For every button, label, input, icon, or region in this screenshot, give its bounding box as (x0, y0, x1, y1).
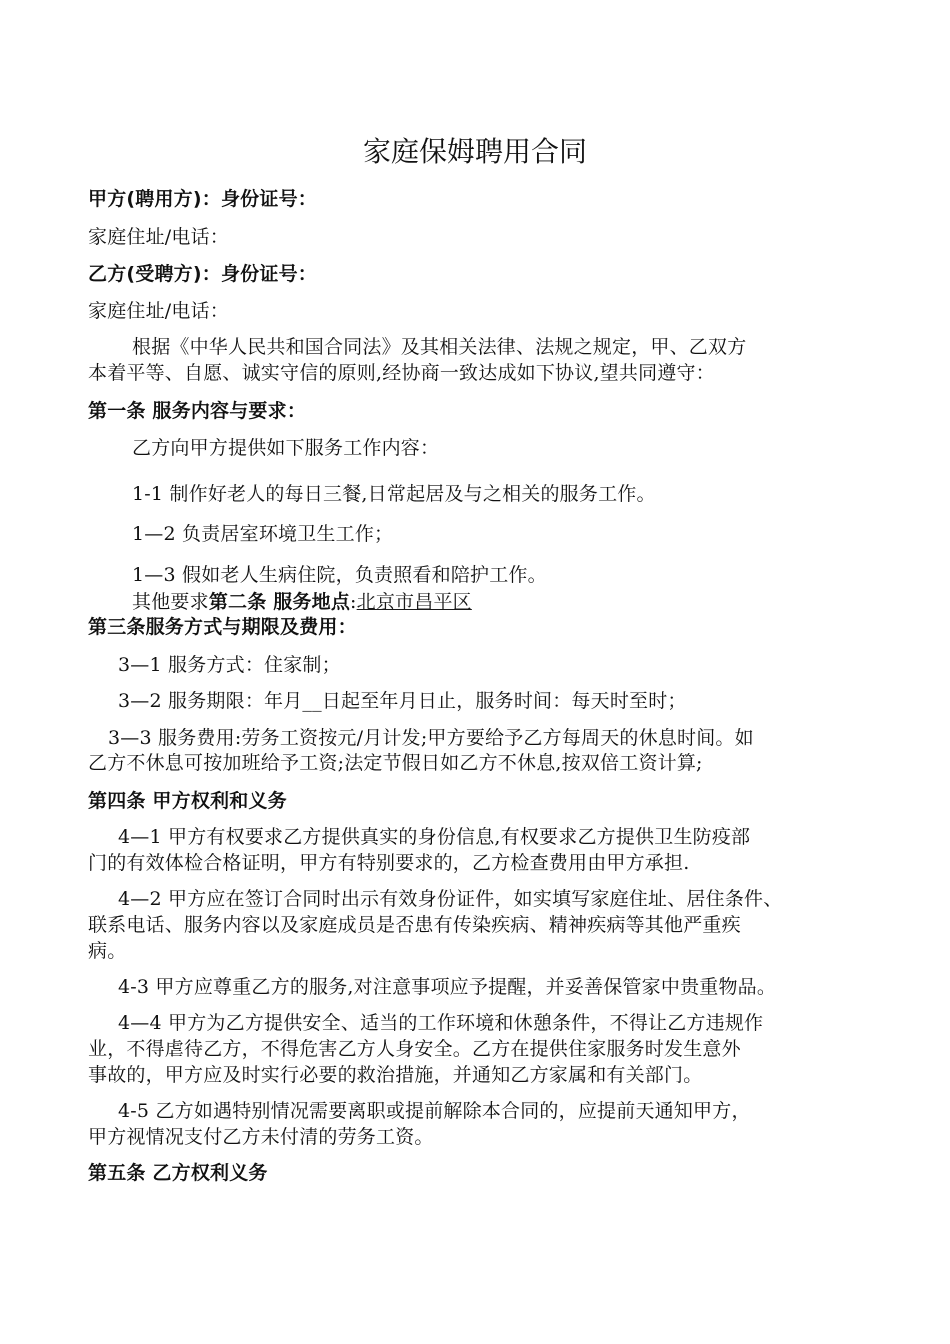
article4-p4-line-2: 业，不得虐待乙方，不得危害乙方人身安全。乙方在提供住家服务时发生意外 (88, 1038, 741, 1060)
article4-p1-line-1: 4—1 甲方有权要求乙方提供真实的身份信息,有权要求乙方提供卫生防疫部 (118, 826, 751, 848)
article3-item-1: 3—1 服务方式：住家制； (118, 654, 341, 676)
article4-p2-line-1: 4—2 甲方应在签订合同时出示有效身份证件，如实填写家庭住址、居住条件、 (118, 888, 783, 910)
article4-p4-line-3: 事故的，甲方应及时实行必要的救治措施，并通知乙方家属和有关部门。 (88, 1064, 703, 1086)
party-b-label: 乙方(受聘方)：身份证号： (88, 263, 317, 285)
article4-p3: 4-3 甲方应尊重乙方的服务,对注意事项应予提醒，并妥善保管家中贵重物品。 (118, 976, 777, 998)
article3-fee-line-2: 乙方不休息可按加班给予工资;法定节假日如乙方不休息,按双倍工资计算; (88, 752, 703, 774)
other-requirements-line (132, 589, 922, 615)
article2-heading: 第二条 服务地点 (208, 591, 351, 613)
intro-line-1: 根据《中华人民共和国合同法》及其相关法律、法规之规定，甲、乙双方 (132, 336, 747, 358)
article4-p1-line-2: 门的有效体检合格证明，甲方有特别要求的，乙方检查费用由甲方承担. (88, 852, 690, 874)
article4-p5-line-2: 甲方视情况支付乙方未付清的劳务工资。 (88, 1126, 434, 1148)
service-location-link[interactable]: 北京市昌平区 (356, 591, 472, 613)
article1-item-3: 1—3 假如老人生病住院，负责照看和陪护工作。 (132, 564, 547, 586)
document-title: 家庭保姆聘用合同 (362, 135, 587, 168)
article3-heading: 第三条服务方式与期限及费用： (88, 616, 357, 638)
article4-p4-line-1: 4—4 甲方为乙方提供安全、适当的工作环境和休憩条件，不得让乙方违规作 (118, 1012, 764, 1034)
article4-p2-line-2: 联系电话、服务内容以及家庭成员是否患有传染疾病、精神疾病等其他严重疾 (88, 914, 741, 936)
article3-fee-line-1: 3—3 服务费用:劳务工资按元/月计发;甲方要给予乙方每周天的休息时间。如 (108, 727, 754, 749)
article3-item-2: 3—2 服务期限：年月__日起至年月日止，服务时间：每天时至时； (118, 690, 687, 712)
article1-intro: 乙方向甲方提供如下服务工作内容： (132, 437, 440, 459)
article1-item-2: 1—2 负责居室环境卫生工作； (132, 523, 394, 545)
party-a-address: 家庭住址/电话： (88, 226, 230, 248)
article4-heading: 第四条 甲方权利和义务 (88, 790, 287, 812)
article5-heading: 第五条 乙方权利义务 (88, 1162, 268, 1184)
article4-p5-line-1: 4-5 乙方如遇特别情况需要离职或提前解除本合同的，应提前天通知甲方， (118, 1100, 751, 1122)
other-requirements-label: 其他要求 (132, 591, 209, 613)
intro-line-2: 本着平等、自愿、诚实守信的原则,经协商一致达成如下协议,望共同遵守： (88, 362, 715, 384)
party-b-address: 家庭住址/电话： (88, 300, 230, 322)
article1-heading: 第一条 服务内容与要求： (88, 400, 307, 422)
location-colon: : (350, 591, 357, 613)
article4-p2-line-3: 病。 (88, 940, 127, 962)
article1-item-1: 1-1 制作好老人的每日三餐,日常起居及与之相关的服务工作。 (132, 483, 656, 505)
party-a-label: 甲方(聘用方)：身份证号： (88, 188, 317, 210)
